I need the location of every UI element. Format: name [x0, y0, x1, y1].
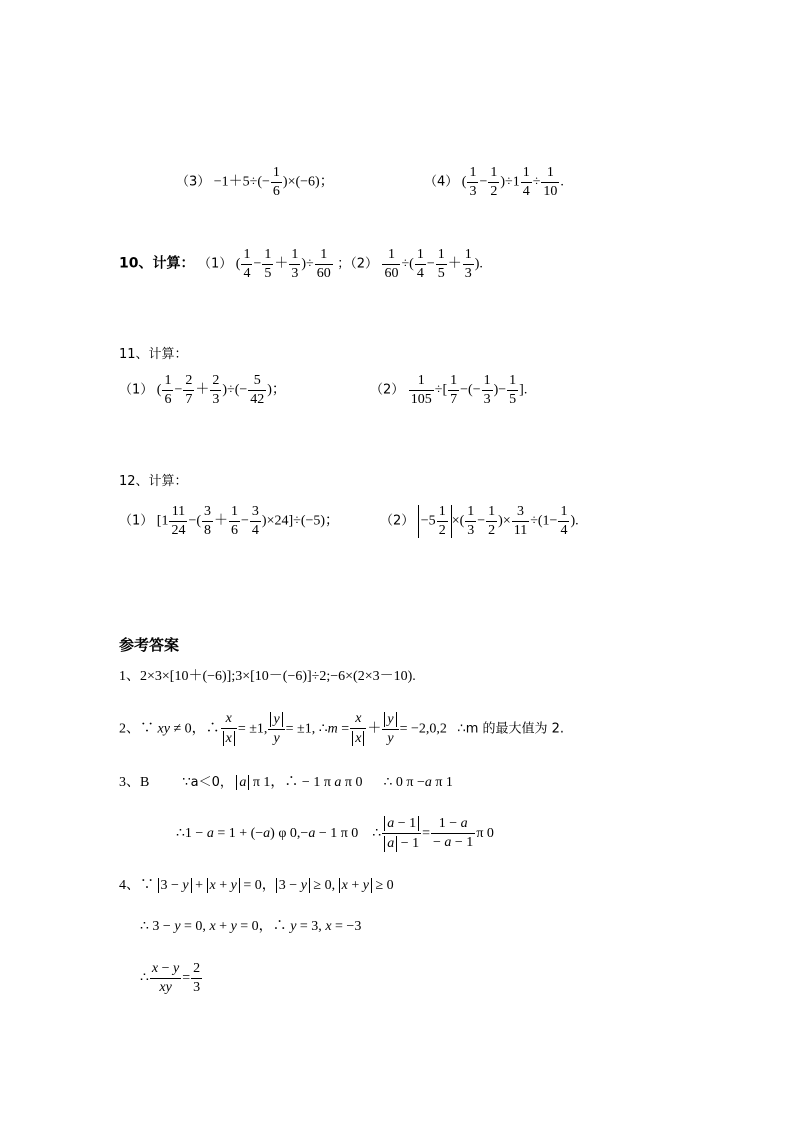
problem-11-1: （1） ( $\frac{1}{6}$ − $\frac{2}{7}$ ＋ $\frac{2}{3}$ )÷(− $\frac{5}{42}$ )； [119, 373, 286, 407]
answer-2-prefix: 2、∵ [119, 721, 154, 737]
answer-1: 1、2×3×[10＋(−6)];3×[10－(−6)]÷2;−6×(2×3－10). [119, 669, 416, 684]
answer-3-prefix: 3、B [119, 775, 150, 790]
answer-4-line3: ∴ $\frac{x - y}{xy}$ = $\frac{2}{3}$ [140, 961, 201, 995]
answer-4-prefix: 4、∵ [119, 878, 154, 893]
answer-3: 3、B ∵a＜0， a π 1，∴ − 1 π a π 0 ∴ 0 π −a π 1 [119, 775, 453, 790]
problem-10-label: 10、计算： [119, 255, 195, 272]
problem-11-2-label: （2） [370, 382, 405, 398]
problem-10-2-label: ；（2） [337, 256, 378, 272]
problem-10: 10、计算： （1） ( $\frac{1}{4}$ − $\frac{1}{5}$ ＋ $\frac{1}{3}$ )÷ $\frac{1}{60}$ ；（2） $\frac{1}{60}$ ÷( $\frac{1}{4}$ − $\frac{1}{5}$ ＋ $\frac{1}{3}$ ). [119, 247, 483, 281]
problem-12-label: 12、计算： [119, 474, 188, 489]
answer-4: 4、∵ 3 − y + x + y = 0， 3 − y ≥ 0, x + y ≥ 0 [119, 878, 394, 893]
problem-11-1-label: （1） [119, 382, 154, 398]
answers-heading: 参考答案 [119, 636, 180, 654]
problem-10-1-label: （1） [197, 256, 233, 272]
answer-2: 2、∵ xy ≠ 0，∴ $\frac{x}{x}$ = ±1, $\frac{y}{y}$ = ±1, ∴m = $\frac{x}{x}$ ＋ $\frac{y}{y}$ = −2,0,2 ∴m 的最大值为 2. [119, 711, 565, 747]
problem-9-4-label: （4） [424, 174, 459, 190]
problem-12-2: （2） −5 $\frac{1}{2}$ ×( $\frac{1}{3}$ − $\frac{1}{2}$ )× $\frac{3}{11}$ ÷(1− $\frac{1}{4}$ ). [380, 504, 579, 538]
answer-3-condition: ∵a＜0， [182, 775, 233, 790]
problem-9-3-label: （3） [176, 174, 211, 190]
answer-3-line2: ∴1 − a = 1 + (−a) φ 0,−a − 1 π 0 ∴ $\frac{a - 1}{a - 1}$ = $\frac{1 - a}{- a - 1}$ π 0 [176, 816, 494, 852]
problem-11-label: 11、计算： [119, 347, 188, 362]
problem-12-2-label: （2） [380, 513, 415, 529]
problem-9-4: （4） ( $\frac{1}{3}$ − $\frac{1}{2}$ )÷1 $\frac{1}{4}$ ÷ $\frac{1}{10}$ . [424, 165, 564, 199]
answer-4-line2: ∴ 3 − y = 0, x + y = 0，∴ y = 3, x = −3 [140, 919, 362, 934]
problem-11-2: （2） $\frac{1}{105}$ ÷[ $\frac{1}{7}$ −(− $\frac{1}{3}$ )− $\frac{1}{5}$ ]. [370, 373, 528, 407]
answer-2-tail: ∴m 的最大值为 2. [457, 721, 565, 737]
problem-9-3: （3） −1＋5÷(− $\frac{1}{6}$ )×(−6)； [176, 165, 334, 199]
problem-12-1: （1） [1 $\frac{11}{24}$ −( $\frac{3}{8}$ ＋ $\frac{1}{6}$ − $\frac{3}{4}$ )×24]÷(−5)； [119, 504, 340, 538]
problem-12-1-label: （1） [119, 513, 154, 529]
